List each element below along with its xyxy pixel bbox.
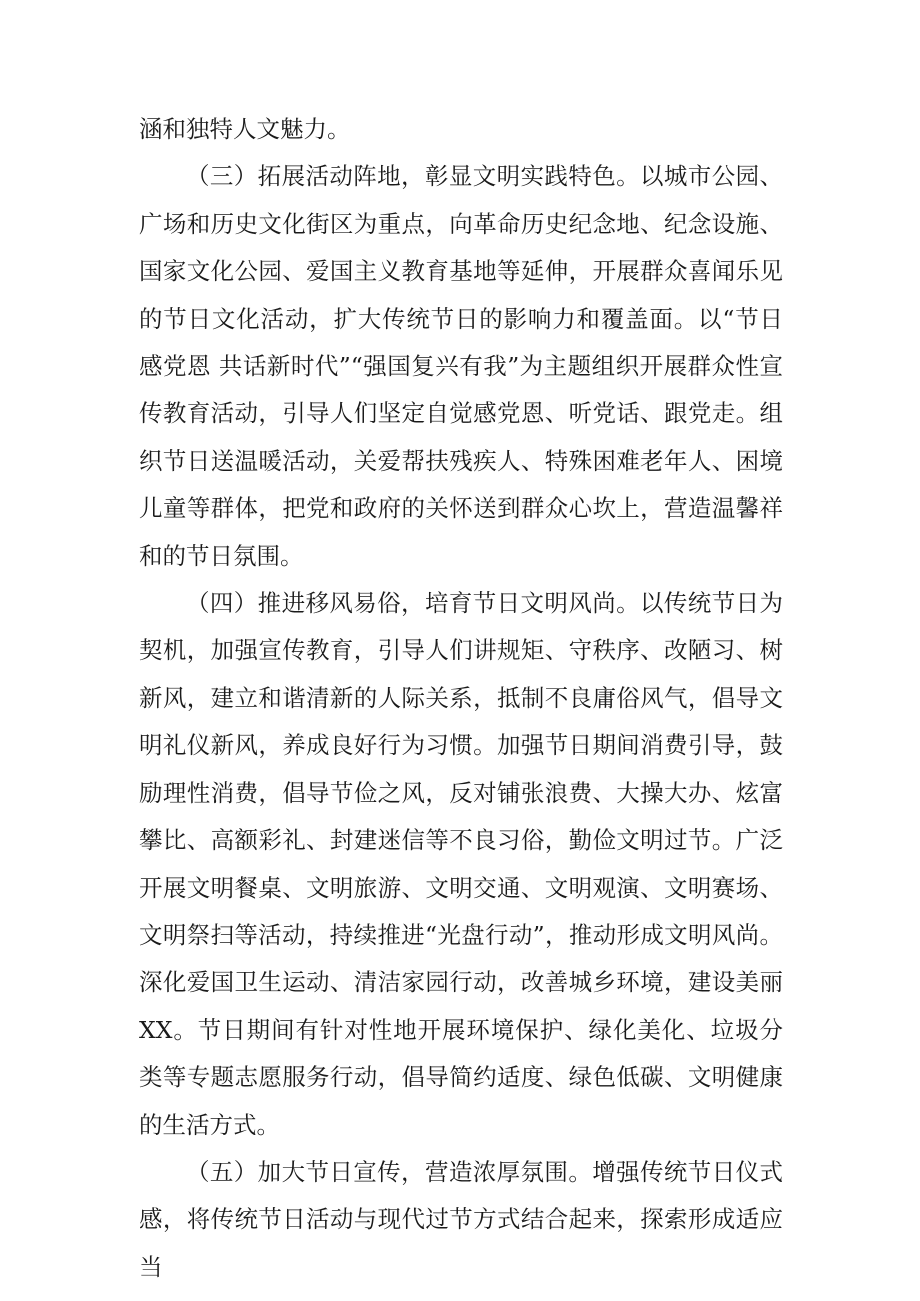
document-body	[139, 106, 783, 1291]
paragraph-section-4: （四）推进移风易俗，培育节日文明风尚。以传统节日为契机，加强宣传教育，引导人们讲规矩、守秩序、改陋习、树新风，建立和谐清新的人际关系，抵制不良庸俗风气，倡导文明礼仪新风，养成良好行为习惯。加强节日期间消费引导，鼓励理性消费，倡导节俭之风，反对铺张浪费、大操大办、炫富攀比、高额彩礼、封建迷信等不良习俗，勤俭文明过节。广泛开展文明餐桌、文明旅游、文明交通、文明观演、文明赛场、文明祭扫等活动，持续推进“光盘行动”，推动形成文明风尚。深化爱国卫生运动、清洁家园行动，改善城乡环境，建设美丽XX。节日期间有针对性地开展环境保护、绿化美化、垃圾分类等专题志愿服务行动，倡导简约适度、绿色低碳、文明健康的生活方式。	[139, 589, 783, 1139]
paragraph-section-3: （三）拓展活动阵地，彰显文明实践特色。以城市公园、广场和历史文化街区为重点，向革命历史纪念地、纪念设施、国家文化公园、爱国主义教育基地等延伸，开展群众喜闻乐见的节日文化活动，扩大传统节日的影响力和覆盖面。以“节日感党恩 共话新时代”“强国复兴有我”为主题组织开展群众性宣传教育活动，引导人们坚定自觉感党恩、听党话、跟党走。组织节日送温暖活动，关爱帮扶残疾人、特殊困难老年人、困境儿童等群体，把党和政府的关怀送到群众心坎上，营造温馨祥和的节日氛围。	[139, 162, 783, 570]
paragraph-continuation: 涵和独特人文魅力。	[139, 115, 351, 143]
paragraph-section-5: （五）加大节日宣传，营造浓厚氛围。增强传统节日仪式感，将传统节日活动与现代过节方式结合起来，探索形成适应当	[139, 1157, 783, 1281]
